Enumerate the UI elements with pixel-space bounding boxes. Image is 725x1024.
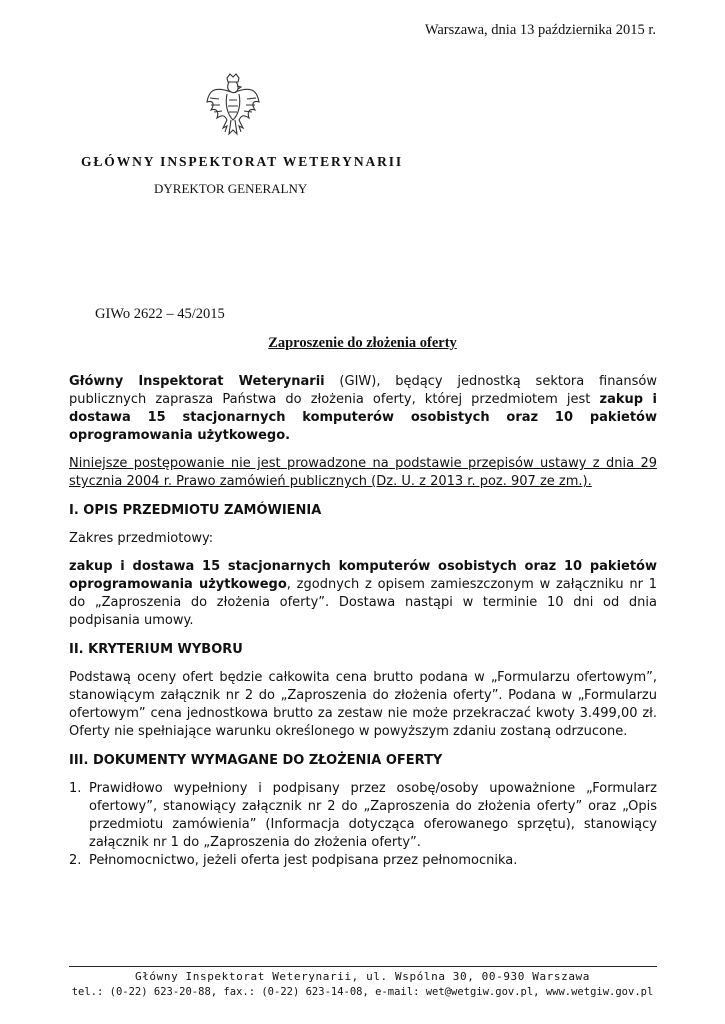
scope-label: Zakres przedmiotowy: <box>69 531 214 546</box>
reference-number: GIWo 2622 – 45/2015 <box>95 306 225 322</box>
intro-subject: zakup i dostawa 15 stacjonarnych komputerów osobistych oraz 10 pakietów oprogramowania użytkowego. <box>69 392 657 443</box>
list-item <box>69 852 657 870</box>
director-title: DYREKTOR GENERALNY <box>154 181 308 196</box>
footer-divider <box>69 966 657 967</box>
legal-note: Niniejsze postępowanie nie jest prowadzone na podstawie przepisów ustawy z dnia 29 stycznia 2004 r. Prawo zamówień publicznych (Dz. U. z 2013 r. poz. 907 ze zm.). <box>69 456 657 489</box>
criterion-paragraph: Podstawą oceny ofert będzie całkowita cena brutto podana w „Formularzu ofertowym”, stanowiącym załącznik nr 2 do „Zaproszenia do złożenia oferty”. Podana w „Formularzu ofertowym” cena jednostkowa brutto za zestaw nie może przekraczać kwoty 3.499,00 zł. Oferty nie spełniające warunku określonego w powyższym zdaniu zostaną odrzucone. <box>69 670 657 739</box>
list-item <box>69 780 657 852</box>
subject-paragraph <box>69 558 657 630</box>
subject-bold: zakup i dostawa 15 stacjonarnych komputerów osobistych oraz 10 pakietów oprogramowania użytkowego <box>69 559 657 592</box>
date-line: Warszawa, dnia 13 października 2015 r. <box>424 22 656 38</box>
footer-address: Główny Inspektorat Weterynarii, ul. Wspólna 30, 00-930 Warszawa <box>134 970 591 983</box>
intro-paragraph <box>69 373 657 445</box>
required-documents-list <box>69 780 657 870</box>
list-item-number: 2. <box>69 853 82 868</box>
document-body <box>69 373 657 870</box>
section-3-heading: III. DOKUMENTY WYMAGANE DO ZŁOŻENIA OFERTY <box>69 753 443 768</box>
section-2-heading: II. KRYTERIUM WYBORU <box>69 642 243 657</box>
footer-contact: tel.: (0-22) 623-20-88, fax.: (0-22) 623-14-08, e-mail: wet@wetgiw.gov.pl, www.wetgiw.gov.pl <box>71 986 654 998</box>
subject-rest: , zgodnych z opisem zamieszczonym w załączniku nr 1 do „Zaproszenia do złożenia oferty”. Dostawa nastąpi w terminie 10 dni od dnia podpisania umowy. <box>69 577 657 628</box>
section-1-heading: I. OPIS PRZEDMIOTU ZAMÓWIENIA <box>69 503 322 518</box>
list-item-number: 1. <box>69 781 82 796</box>
document-title: Zaproszenie do złożenia oferty <box>268 335 457 351</box>
list-item-text: Pełnomocnictwo, jeżeli oferta jest podpisana przez pełnomocnika. <box>89 853 518 868</box>
organization-name: GŁÓWNY INSPEKTORAT WETERYNARII <box>81 154 404 169</box>
list-item-text: Prawidłowo wypełniony i podpisany przez osobę/osoby upoważnione „Formularz ofertowy”, stanowiący załącznik nr 2 do „Zaproszenia do złożenia oferty” oraz „Opis przedmiotu zamówienia” (Informacja dotycząca oferowanego sprzętu), stanowiący załącznik nr 1 do „Zaproszenia do złożenia oferty”. <box>89 781 657 850</box>
intro-text: (GIW), będący jednostką sektora finansów publicznych zaprasza Państwa do złożenia oferty, której przedmiotem jest <box>69 374 657 407</box>
polish-eagle-icon <box>205 72 261 140</box>
intro-organization-name: Główny Inspektorat Weterynarii <box>69 374 325 389</box>
